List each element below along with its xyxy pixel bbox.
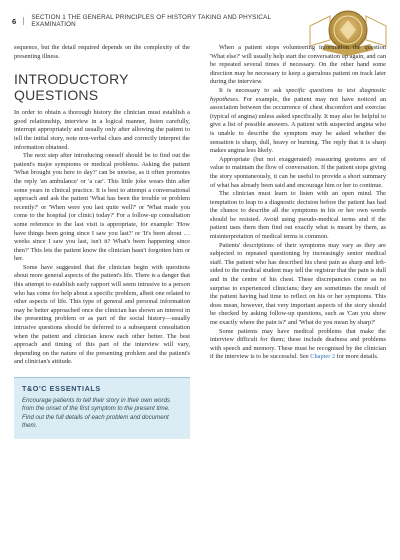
text-run: . For example, the patient may not have noticed an association between the occurrence of chest discomfort and exercise (typical of angina) unless asked specifically. It may also be helpful to give a list of possible answers. A patient with suspected angina who is unable to describe the symptom may be asked whether the sensation is sharp, dull, heavy or burning. The reply that it is sharp makes angina less likely. bbox=[210, 95, 386, 155]
essentials-box bbox=[14, 377, 190, 439]
body-paragraph: Some have suggested that the clinician begin with questions about more general aspects of the patient's life. There is a danger that this attempt to establish early rapport will seem intrusive to a person who has come for help about a specific problem, albeit one related to other aspects of life. This type of general and personal information may be better approached once the clinician has shown an interest in the presenting problem or as part of the social history—usually intrusive questions should be deferred to a subsequent consultation when the patient and clinician know each other better. The best approach and timing of this part of the interview will vary, depending on the nature of the presenting problem and the patient's and clinician's attitude. bbox=[14, 263, 190, 366]
essentials-text: Encourage patients to tell their story in their own words from the onset of the first symptom to the present time. Find out the full details of each problem and document them. bbox=[22, 397, 171, 430]
emphasis-text: specific questions to test diagnostic hypotheses bbox=[210, 86, 386, 103]
section-title: SECTION 1 THE GENERAL PRINCIPLES OF HISTORY TAKING AND PHYSICAL EXAMINATION bbox=[31, 14, 271, 28]
body-paragraph bbox=[210, 328, 386, 362]
essentials-title: T&O'C ESSENTIALS bbox=[22, 384, 101, 393]
body-paragraph: In order to obtain a thorough history the clinician must establish a good relationship, interview in a logical manner, listen carefully, interrupt appropriately and usually only after allowing the patient to tell the initial story, note non-verbal clues and correctly interpret the information obtained. bbox=[14, 109, 190, 151]
body-paragraph bbox=[210, 87, 386, 156]
body-paragraph: The next step after introducing oneself should be to find out the patient's major symptoms or medical problems. Asking the patient 'What brought you here to day?' can be unwise, as it often promotes the reply 'an ambulance' or 'a car'. This little joke wears thin after some years in clinical practice. It is best to attempt a conversational approach and ask the patient 'What has been the trouble or problem recently?' or 'When were you last quite well?' or 'What made you come to the hospital (or clinic) today?' For a follow-up consultation some reference to the last visit is appropriate, for example: 'How have things been going since I saw you last?' or 'It's been about … weeks since I saw you last, isn't it? What's been happening since then?' This lets the patient know the clinician hasn't forgotten him or her. bbox=[14, 152, 190, 263]
section-heading: INTRODUCTORY QUESTIONS bbox=[14, 71, 129, 104]
body-paragraph: Appropriate (but not exaggerated) reassuring gestures are of value to maintain the flow of conversation. If the patient stops giving the story spontaneously, it can be useful to provide a short summary of what has already been said and encourage him or her to continue. bbox=[210, 155, 386, 189]
running-header bbox=[12, 14, 312, 28]
text-run: for more details. bbox=[335, 353, 379, 361]
chapter-link[interactable]: Chapter 2 bbox=[310, 353, 336, 361]
page-number: 6 bbox=[12, 16, 17, 26]
text-run: Some patients may have medical problems that make the interview difficult for them; these include deafness and problems with speech and memory. These must be recognised by the clinician if the interview is to be successful. See bbox=[210, 327, 386, 361]
right-column bbox=[210, 44, 386, 362]
left-column bbox=[14, 44, 190, 439]
body-paragraph: Patients' descriptions of their symptoms may vary as they are subjected to repeated questioning by increasingly senior medical staff. The patient who has described his chest pain as sharp and left-sided to the medical student may tell the registrar that the pain is dull and in the centre of his chest. These discrepancies come as no surprise to experienced clinicians; they are sometimes the result of the patient having had time to reflect on his or her symptoms. This does mean, however, that very important aspects of the story should be checked by asking follow-up questions, such as 'Can you show me exactly where the pain is?' and 'What do you mean by sharp?' bbox=[210, 241, 386, 326]
text-run: It is necessary to ask bbox=[219, 86, 286, 94]
body-paragraph: The clinician must learn to listen with an open mind. The temptation to leap to a diagnostic decision before the patient has had the chance to describe all the symptoms in his or her own words should be resisted. Avoid using pseudo-medical terms and if the patient uses them then find out exactly what is meant by them, as misinterpretation of medical terms is common. bbox=[210, 190, 386, 241]
body-paragraph: When a patient stops volunteering information the question 'What else?' will usually help start the conversation up again, and can be repeated several times if necessary. On the other hand some direction may be necessary to keep a garrulous patient on track later during the interview. bbox=[210, 44, 386, 86]
intro-paragraph: sequence, but the detail required depends on the complexity of the presenting illness. bbox=[14, 44, 190, 60]
header-divider bbox=[23, 17, 24, 25]
